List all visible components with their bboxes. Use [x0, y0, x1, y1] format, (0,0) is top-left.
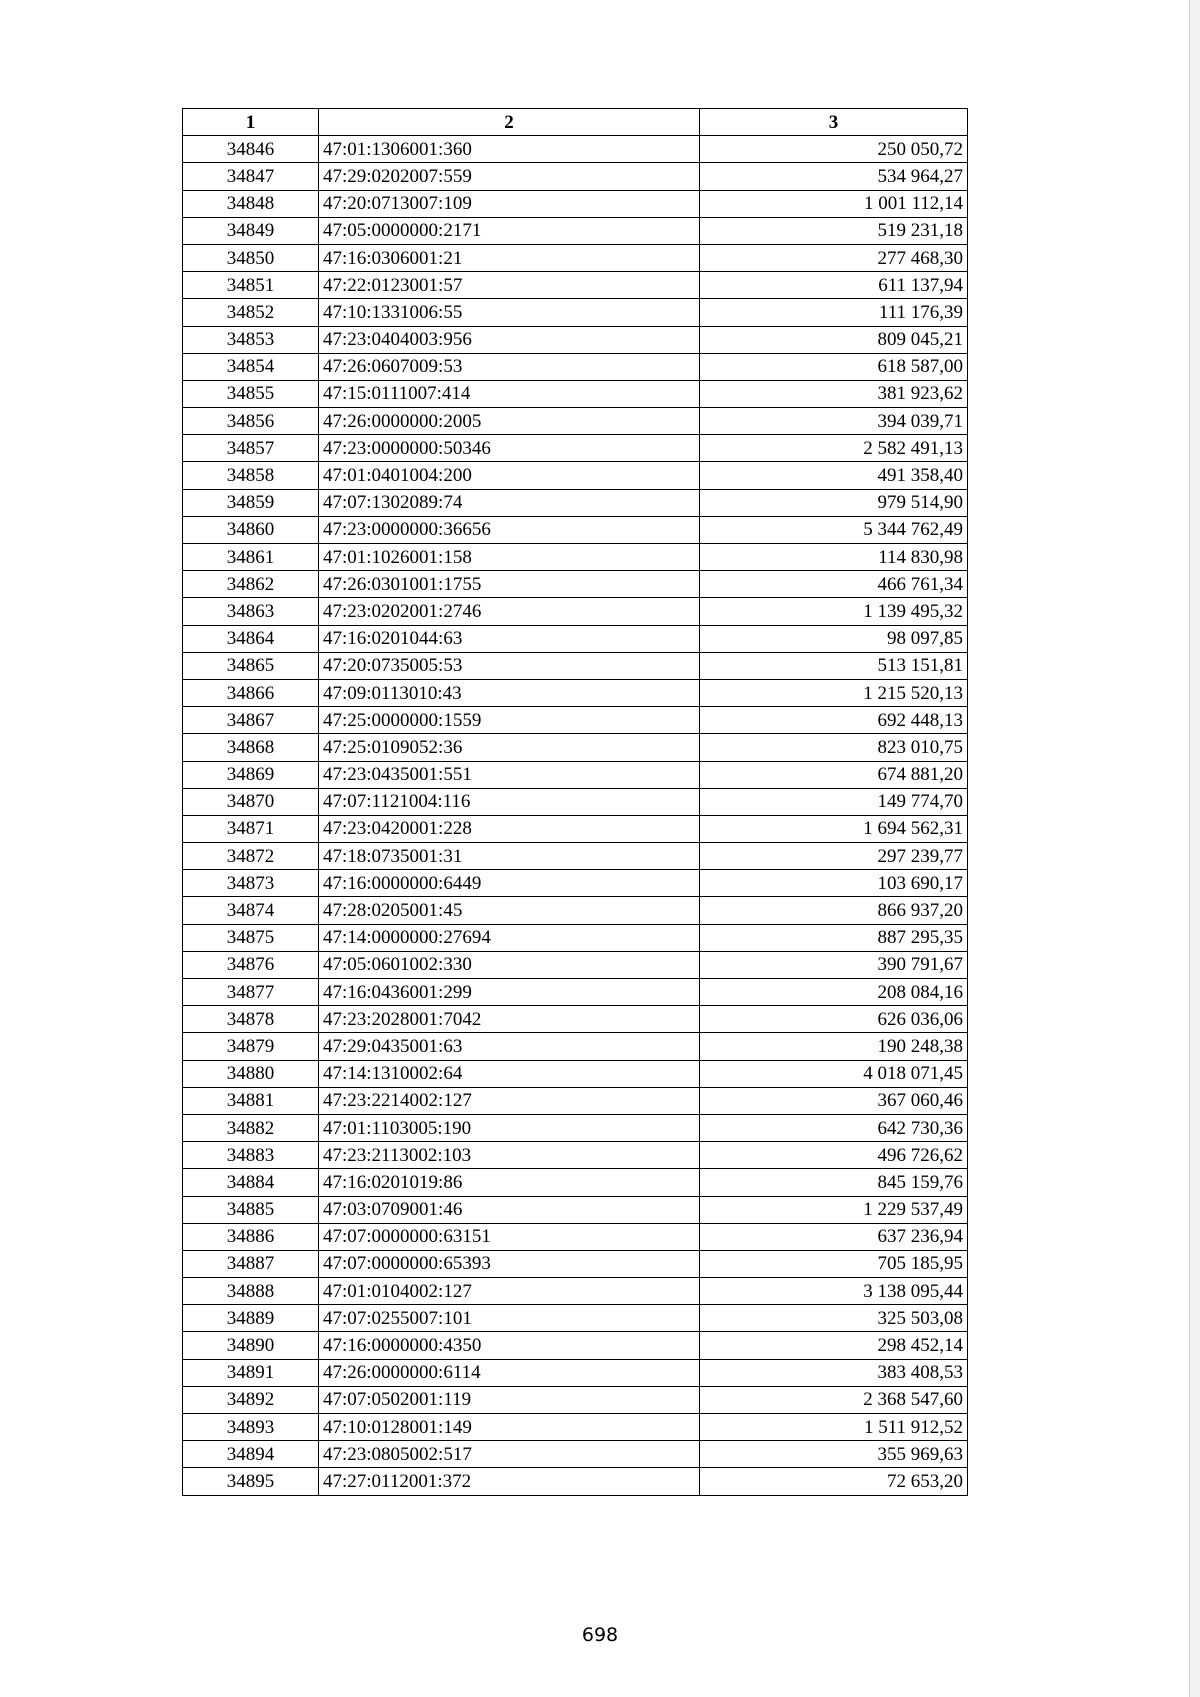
table-row [183, 652, 968, 679]
table-row [183, 761, 968, 788]
cadastral-value-cell: 626 036,06 [700, 1006, 968, 1033]
cadastral-value-cell: 5 344 762,49 [700, 516, 968, 543]
table-row [183, 843, 968, 870]
row-number-cell: 34894 [183, 1441, 319, 1468]
cadastral-number-cell: 47:09:0113010:43 [319, 679, 700, 706]
table-row [183, 571, 968, 598]
table-row [183, 1468, 968, 1495]
table-row [183, 1169, 968, 1196]
cadastral-value-cell: 513 151,81 [700, 652, 968, 679]
cadastral-value-cell: 355 969,63 [700, 1441, 968, 1468]
cadastral-value-cell: 866 937,20 [700, 897, 968, 924]
cadastral-number-cell: 47:25:0109052:36 [319, 734, 700, 761]
cadastral-value-cell: 381 923,62 [700, 380, 968, 407]
cadastral-value-cell: 692 448,13 [700, 707, 968, 734]
cadastral-value-cell: 4 018 071,45 [700, 1060, 968, 1087]
cadastral-number-cell: 47:16:0306001:21 [319, 244, 700, 271]
cadastral-number-cell: 47:07:0502001:119 [319, 1386, 700, 1413]
table-row [183, 353, 968, 380]
row-number-cell: 34860 [183, 516, 319, 543]
cadastral-value-cell: 367 060,46 [700, 1087, 968, 1114]
cadastral-value-cell: 149 774,70 [700, 788, 968, 815]
cadastral-number-cell: 47:16:0201019:86 [319, 1169, 700, 1196]
cadastral-value-cell: 642 730,36 [700, 1114, 968, 1141]
cadastral-value-cell: 618 587,00 [700, 353, 968, 380]
cadastral-value-cell: 979 514,90 [700, 489, 968, 516]
row-number-cell: 34853 [183, 326, 319, 353]
cadastral-number-cell: 47:07:0255007:101 [319, 1305, 700, 1332]
cadastral-value-cell: 277 468,30 [700, 244, 968, 271]
column-header-3: 3 [700, 109, 968, 136]
cadastral-value-cell: 111 176,39 [700, 299, 968, 326]
row-number-cell: 34866 [183, 679, 319, 706]
cadastral-value-cell: 190 248,38 [700, 1033, 968, 1060]
cadastral-value-cell: 845 159,76 [700, 1169, 968, 1196]
row-number-cell: 34865 [183, 652, 319, 679]
table-row [183, 408, 968, 435]
table-row [183, 1196, 968, 1223]
row-number-cell: 34851 [183, 272, 319, 299]
table-row [183, 625, 968, 652]
cadastral-value-cell: 1 229 537,49 [700, 1196, 968, 1223]
table-row [183, 679, 968, 706]
row-number-cell: 34868 [183, 734, 319, 761]
page-edge-shade [1189, 0, 1200, 1697]
row-number-cell: 34872 [183, 843, 319, 870]
table-row [183, 1278, 968, 1305]
row-number-cell: 34889 [183, 1305, 319, 1332]
row-number-cell: 34850 [183, 244, 319, 271]
row-number-cell: 34871 [183, 815, 319, 842]
cadastral-value-cell: 297 239,77 [700, 843, 968, 870]
table-row [183, 1006, 968, 1033]
cadastral-value-table [182, 108, 968, 1496]
cadastral-value-cell: 496 726,62 [700, 1142, 968, 1169]
cadastral-value-cell: 1 001 112,14 [700, 190, 968, 217]
cadastral-number-cell: 47:28:0205001:45 [319, 897, 700, 924]
cadastral-value-cell: 637 236,94 [700, 1223, 968, 1250]
column-header-2: 2 [319, 109, 700, 136]
row-number-cell: 34855 [183, 380, 319, 407]
row-number-cell: 34882 [183, 1114, 319, 1141]
cadastral-number-cell: 47:26:0000000:6114 [319, 1359, 700, 1386]
table-row [183, 1332, 968, 1359]
table-row [183, 1441, 968, 1468]
cadastral-number-cell: 47:23:0000000:50346 [319, 435, 700, 462]
table-row [183, 788, 968, 815]
cadastral-number-cell: 47:23:0202001:2746 [319, 598, 700, 625]
table-row [183, 1414, 968, 1441]
cadastral-value-cell: 534 964,27 [700, 163, 968, 190]
cadastral-number-cell: 47:01:0401004:200 [319, 462, 700, 489]
cadastral-number-cell: 47:23:0435001:551 [319, 761, 700, 788]
cadastral-number-cell: 47:10:0128001:149 [319, 1414, 700, 1441]
cadastral-value-cell: 394 039,71 [700, 408, 968, 435]
cadastral-value-cell: 72 653,20 [700, 1468, 968, 1495]
table-row [183, 734, 968, 761]
cadastral-value-cell: 809 045,21 [700, 326, 968, 353]
row-number-cell: 34880 [183, 1060, 319, 1087]
cadastral-number-cell: 47:26:0301001:1755 [319, 571, 700, 598]
row-number-cell: 34863 [183, 598, 319, 625]
row-number-cell: 34883 [183, 1142, 319, 1169]
cadastral-value-cell: 1 139 495,32 [700, 598, 968, 625]
cadastral-number-cell: 47:20:0735005:53 [319, 652, 700, 679]
row-number-cell: 34878 [183, 1006, 319, 1033]
table-body [183, 136, 968, 1495]
table-row [183, 870, 968, 897]
cadastral-number-cell: 47:16:0201044:63 [319, 625, 700, 652]
column-header-1: 1 [183, 109, 319, 136]
cadastral-number-cell: 47:05:0000000:2171 [319, 217, 700, 244]
row-number-cell: 34870 [183, 788, 319, 815]
row-number-cell: 34887 [183, 1250, 319, 1277]
cadastral-value-cell: 390 791,67 [700, 951, 968, 978]
cadastral-number-cell: 47:16:0000000:4350 [319, 1332, 700, 1359]
row-number-cell: 34854 [183, 353, 319, 380]
table-row [183, 544, 968, 571]
cadastral-value-cell: 114 830,98 [700, 544, 968, 571]
cadastral-number-cell: 47:27:0112001:372 [319, 1468, 700, 1495]
table-row [183, 136, 968, 163]
table-row [183, 1142, 968, 1169]
table-row [183, 516, 968, 543]
cadastral-number-cell: 47:29:0202007:559 [319, 163, 700, 190]
cadastral-number-cell: 47:23:2113002:103 [319, 1142, 700, 1169]
table-row [183, 163, 968, 190]
table-row [183, 217, 968, 244]
table-row [183, 1114, 968, 1141]
cadastral-value-cell: 823 010,75 [700, 734, 968, 761]
row-number-cell: 34884 [183, 1169, 319, 1196]
table-row [183, 1060, 968, 1087]
cadastral-number-cell: 47:03:0709001:46 [319, 1196, 700, 1223]
row-number-cell: 34891 [183, 1359, 319, 1386]
table-row [183, 707, 968, 734]
cadastral-number-cell: 47:26:0607009:53 [319, 353, 700, 380]
table-row [183, 1359, 968, 1386]
cadastral-number-cell: 47:14:1310002:64 [319, 1060, 700, 1087]
cadastral-number-cell: 47:01:1306001:360 [319, 136, 700, 163]
row-number-cell: 34875 [183, 924, 319, 951]
cadastral-value-cell: 250 050,72 [700, 136, 968, 163]
row-number-cell: 34852 [183, 299, 319, 326]
cadastral-value-cell: 383 408,53 [700, 1359, 968, 1386]
row-number-cell: 34881 [183, 1087, 319, 1114]
row-number-cell: 34856 [183, 408, 319, 435]
table-row [183, 435, 968, 462]
table-row [183, 299, 968, 326]
table-row [183, 190, 968, 217]
cadastral-number-cell: 47:23:2028001:7042 [319, 1006, 700, 1033]
row-number-cell: 34874 [183, 897, 319, 924]
cadastral-value-cell: 103 690,17 [700, 870, 968, 897]
row-number-cell: 34895 [183, 1468, 319, 1495]
cadastral-value-cell: 2 582 491,13 [700, 435, 968, 462]
table-row [183, 1087, 968, 1114]
table-row [183, 815, 968, 842]
table-row [183, 1305, 968, 1332]
row-number-cell: 34857 [183, 435, 319, 462]
table-row [183, 598, 968, 625]
cadastral-value-cell: 705 185,95 [700, 1250, 968, 1277]
row-number-cell: 34876 [183, 951, 319, 978]
row-number-cell: 34848 [183, 190, 319, 217]
cadastral-value-cell: 491 358,40 [700, 462, 968, 489]
row-number-cell: 34885 [183, 1196, 319, 1223]
cadastral-value-cell: 3 138 095,44 [700, 1278, 968, 1305]
row-number-cell: 34873 [183, 870, 319, 897]
row-number-cell: 34867 [183, 707, 319, 734]
cadastral-number-cell: 47:16:0436001:299 [319, 979, 700, 1006]
row-number-cell: 34846 [183, 136, 319, 163]
table-row [183, 244, 968, 271]
cadastral-number-cell: 47:01:0104002:127 [319, 1278, 700, 1305]
table-row [183, 462, 968, 489]
page-number: 698 [581, 1624, 619, 1646]
cadastral-number-cell: 47:07:0000000:63151 [319, 1223, 700, 1250]
row-number-cell: 34859 [183, 489, 319, 516]
table-row [183, 272, 968, 299]
cadastral-value-cell: 519 231,18 [700, 217, 968, 244]
cadastral-value-cell: 98 097,85 [700, 625, 968, 652]
cadastral-number-cell: 47:16:0000000:6449 [319, 870, 700, 897]
table-row [183, 489, 968, 516]
row-number-cell: 34861 [183, 544, 319, 571]
table-row [183, 326, 968, 353]
cadastral-value-cell: 2 368 547,60 [700, 1386, 968, 1413]
row-number-cell: 34893 [183, 1414, 319, 1441]
row-number-cell: 34864 [183, 625, 319, 652]
cadastral-value-cell: 887 295,35 [700, 924, 968, 951]
cadastral-number-cell: 47:23:0000000:36656 [319, 516, 700, 543]
table-row [183, 1386, 968, 1413]
cadastral-number-cell: 47:14:0000000:27694 [319, 924, 700, 951]
cadastral-value-cell: 325 503,08 [700, 1305, 968, 1332]
cadastral-number-cell: 47:07:1302089:74 [319, 489, 700, 516]
cadastral-number-cell: 47:23:0420001:228 [319, 815, 700, 842]
cadastral-number-cell: 47:25:0000000:1559 [319, 707, 700, 734]
cadastral-number-cell: 47:15:0111007:414 [319, 380, 700, 407]
row-number-cell: 34849 [183, 217, 319, 244]
table-row [183, 1250, 968, 1277]
table-row [183, 924, 968, 951]
row-number-cell: 34879 [183, 1033, 319, 1060]
cadastral-number-cell: 47:23:2214002:127 [319, 1087, 700, 1114]
cadastral-value-cell: 208 084,16 [700, 979, 968, 1006]
cadastral-number-cell: 47:05:0601002:330 [319, 951, 700, 978]
cadastral-value-cell: 611 137,94 [700, 272, 968, 299]
row-number-cell: 34858 [183, 462, 319, 489]
table-row [183, 897, 968, 924]
row-number-cell: 34886 [183, 1223, 319, 1250]
row-number-cell: 34877 [183, 979, 319, 1006]
cadastral-value-cell: 674 881,20 [700, 761, 968, 788]
cadastral-number-cell: 47:22:0123001:57 [319, 272, 700, 299]
cadastral-number-cell: 47:01:1026001:158 [319, 544, 700, 571]
table-row [183, 1223, 968, 1250]
cadastral-number-cell: 47:23:0805002:517 [319, 1441, 700, 1468]
row-number-cell: 34888 [183, 1278, 319, 1305]
cadastral-value-cell: 1 215 520,13 [700, 679, 968, 706]
cadastral-number-cell: 47:26:0000000:2005 [319, 408, 700, 435]
cadastral-value-cell: 298 452,14 [700, 1332, 968, 1359]
table-header-row [183, 109, 968, 136]
cadastral-value-cell: 466 761,34 [700, 571, 968, 598]
cadastral-number-cell: 47:07:1121004:116 [319, 788, 700, 815]
cadastral-number-cell: 47:23:0404003:956 [319, 326, 700, 353]
cadastral-value-cell: 1 511 912,52 [700, 1414, 968, 1441]
row-number-cell: 34847 [183, 163, 319, 190]
table-row [183, 951, 968, 978]
table-row [183, 1033, 968, 1060]
table-row [183, 380, 968, 407]
cadastral-number-cell: 47:18:0735001:31 [319, 843, 700, 870]
cadastral-number-cell: 47:20:0713007:109 [319, 190, 700, 217]
cadastral-number-cell: 47:07:0000000:65393 [319, 1250, 700, 1277]
table-row [183, 979, 968, 1006]
row-number-cell: 34869 [183, 761, 319, 788]
row-number-cell: 34890 [183, 1332, 319, 1359]
cadastral-number-cell: 47:29:0435001:63 [319, 1033, 700, 1060]
cadastral-number-cell: 47:10:1331006:55 [319, 299, 700, 326]
row-number-cell: 34892 [183, 1386, 319, 1413]
cadastral-value-cell: 1 694 562,31 [700, 815, 968, 842]
row-number-cell: 34862 [183, 571, 319, 598]
cadastral-number-cell: 47:01:1103005:190 [319, 1114, 700, 1141]
